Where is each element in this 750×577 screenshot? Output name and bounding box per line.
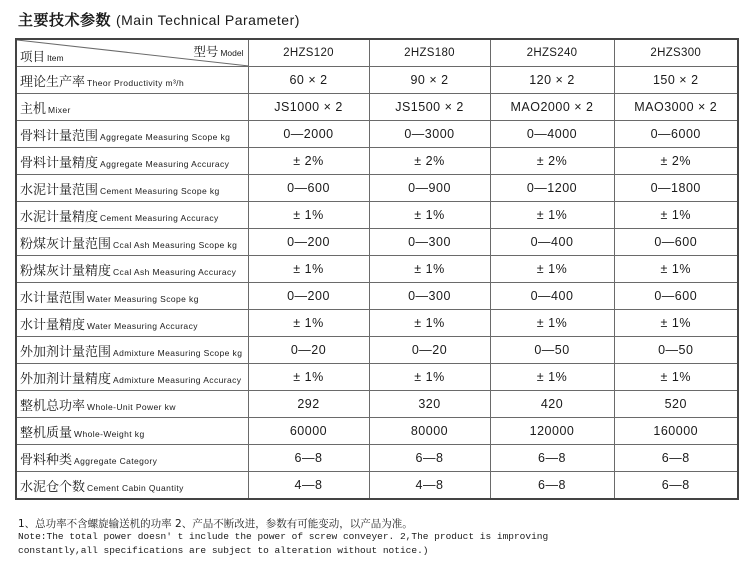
item-label-en: Cement Measuring Scope kg bbox=[100, 185, 220, 196]
value-cell: 6—8 bbox=[490, 472, 614, 500]
value-cell: JS1500 × 2 bbox=[369, 94, 490, 121]
value-cell: 0—300 bbox=[369, 229, 490, 256]
item-label-en: Whole-Weight kg bbox=[74, 428, 145, 439]
value-cell: 0—400 bbox=[490, 283, 614, 310]
value-cell: ± 1% bbox=[248, 364, 369, 391]
value-cell: 0—1200 bbox=[490, 175, 614, 202]
item-label-en: Aggregate Category bbox=[74, 455, 158, 466]
item-cell bbox=[16, 472, 248, 500]
item-label-en: Ccal Ash Measuring Scope kg bbox=[113, 239, 238, 250]
item-label-cn: 外加剂计量范围 bbox=[20, 344, 112, 360]
value-cell: ± 2% bbox=[248, 148, 369, 175]
item-label-cn: 项目 bbox=[20, 49, 46, 64]
item-cell bbox=[16, 202, 248, 229]
value-cell: 6—8 bbox=[490, 445, 614, 472]
item-cell bbox=[16, 283, 248, 310]
item-cell bbox=[16, 391, 248, 418]
value-cell: 60000 bbox=[248, 418, 369, 445]
item-label-en: Aggregate Measuring Scope kg bbox=[100, 131, 231, 142]
value-cell: ± 1% bbox=[614, 202, 738, 229]
item-cell bbox=[16, 445, 248, 472]
table-row bbox=[16, 148, 738, 175]
value-cell: 160000 bbox=[614, 418, 738, 445]
value-cell: 0—200 bbox=[248, 229, 369, 256]
value-cell: 120 × 2 bbox=[490, 67, 614, 94]
title-cn: 主要技术参数 bbox=[18, 11, 112, 29]
value-cell: ± 1% bbox=[614, 310, 738, 337]
value-cell: 0—4000 bbox=[490, 121, 614, 148]
value-cell: 520 bbox=[614, 391, 738, 418]
item-label-cn: 主机 bbox=[20, 101, 47, 117]
item-label-cn: 骨料种类 bbox=[20, 452, 73, 468]
table-row bbox=[16, 283, 738, 310]
value-cell: 0—600 bbox=[614, 229, 738, 256]
item-label-cn: 水泥仓个数 bbox=[20, 479, 86, 495]
table-row bbox=[16, 202, 738, 229]
value-cell: 60 × 2 bbox=[248, 67, 369, 94]
spec-table-body bbox=[16, 67, 738, 500]
value-cell: ± 2% bbox=[369, 148, 490, 175]
item-cell bbox=[16, 256, 248, 283]
value-cell: ± 1% bbox=[369, 202, 490, 229]
value-cell: 320 bbox=[369, 391, 490, 418]
value-cell: JS1000 × 2 bbox=[248, 94, 369, 121]
corner-header-cell bbox=[16, 39, 248, 67]
value-cell: MAO2000 × 2 bbox=[490, 94, 614, 121]
note-en-line2: constantly,all specifications are subject to alteration without notice.) bbox=[18, 545, 429, 556]
item-label-cn: 外加剂计量精度 bbox=[20, 371, 112, 387]
value-cell: 420 bbox=[490, 391, 614, 418]
table-row bbox=[16, 445, 738, 472]
spec-table bbox=[15, 38, 739, 500]
value-cell: 0—20 bbox=[248, 337, 369, 364]
value-cell: 6—8 bbox=[248, 445, 369, 472]
item-label-cn: 理论生产率 bbox=[20, 74, 86, 90]
model-label-cn: 型号 bbox=[193, 44, 219, 59]
note-cn: 1、总功率不含螺旋输送机的功率 2、产品不断改进，参数有可能变动，以产品为准。 bbox=[18, 518, 413, 530]
value-cell: ± 1% bbox=[614, 364, 738, 391]
item-label-cn: 粉煤灰计量精度 bbox=[20, 263, 112, 279]
value-cell: 0—1800 bbox=[614, 175, 738, 202]
item-cell bbox=[16, 310, 248, 337]
table-row bbox=[16, 67, 738, 94]
model-header-label bbox=[193, 41, 243, 60]
item-label-en: Ccal Ash Measuring Accuracy bbox=[113, 266, 237, 277]
item-cell bbox=[16, 148, 248, 175]
table-row bbox=[16, 256, 738, 283]
item-label-cn: 整机总功率 bbox=[20, 398, 86, 414]
item-label-en: Cement Cabin Quantity bbox=[87, 482, 184, 493]
value-cell: 4—8 bbox=[369, 472, 490, 500]
value-cell: 0—200 bbox=[248, 283, 369, 310]
item-label-en: Admixture Measuring Accuracy bbox=[113, 374, 242, 385]
value-cell: 292 bbox=[248, 391, 369, 418]
value-cell: 120000 bbox=[490, 418, 614, 445]
value-cell: 0—6000 bbox=[614, 121, 738, 148]
value-cell: 4—8 bbox=[248, 472, 369, 500]
table-row bbox=[16, 229, 738, 256]
item-label-cn: 水泥计量范围 bbox=[20, 182, 99, 198]
table-row bbox=[16, 364, 738, 391]
table-header-row bbox=[16, 39, 738, 67]
item-cell bbox=[16, 364, 248, 391]
value-cell: ± 1% bbox=[248, 256, 369, 283]
item-label-cn: 骨料计量精度 bbox=[20, 155, 99, 171]
table-row bbox=[16, 175, 738, 202]
item-cell bbox=[16, 94, 248, 121]
value-cell: ± 2% bbox=[490, 148, 614, 175]
value-cell: 0—400 bbox=[490, 229, 614, 256]
value-cell: 0—50 bbox=[614, 337, 738, 364]
model-header-cell: 2HZS300 bbox=[614, 39, 738, 67]
value-cell: 0—20 bbox=[369, 337, 490, 364]
item-label-cn: 水泥计量精度 bbox=[20, 209, 99, 225]
item-cell bbox=[16, 67, 248, 94]
table-row bbox=[16, 337, 738, 364]
value-cell: ± 1% bbox=[369, 256, 490, 283]
item-label-en: Water Measuring Accuracy bbox=[87, 320, 198, 331]
table-row bbox=[16, 391, 738, 418]
item-label-cn: 粉煤灰计量范围 bbox=[20, 236, 112, 252]
page-title bbox=[18, 9, 300, 30]
value-cell: ± 1% bbox=[490, 310, 614, 337]
item-cell bbox=[16, 121, 248, 148]
value-cell: 80000 bbox=[369, 418, 490, 445]
value-cell: 0—600 bbox=[614, 283, 738, 310]
item-cell bbox=[16, 175, 248, 202]
note-en-line1: Note:The total power doesn' t include the power of screw conveyer. 2,The product is improving bbox=[18, 531, 549, 542]
model-label-en: Model bbox=[220, 48, 244, 58]
model-header-cell: 2HZS180 bbox=[369, 39, 490, 67]
value-cell: 0—2000 bbox=[248, 121, 369, 148]
item-label-en: Item bbox=[47, 53, 64, 63]
value-cell: MAO3000 × 2 bbox=[614, 94, 738, 121]
value-cell: ± 1% bbox=[248, 202, 369, 229]
value-cell: ± 1% bbox=[490, 202, 614, 229]
item-label-en: Mixer bbox=[48, 104, 71, 115]
item-label-cn: 骨料计量范围 bbox=[20, 128, 99, 144]
item-label-en: Admixture Measuring Scope kg bbox=[113, 347, 243, 358]
value-cell: 0—600 bbox=[248, 175, 369, 202]
model-header-cell: 2HZS240 bbox=[490, 39, 614, 67]
item-label-en: Cement Measuring Accuracy bbox=[100, 212, 219, 223]
value-cell: 6—8 bbox=[614, 472, 738, 500]
value-cell: ± 1% bbox=[614, 256, 738, 283]
value-cell: 0—3000 bbox=[369, 121, 490, 148]
value-cell: 6—8 bbox=[614, 445, 738, 472]
item-cell bbox=[16, 229, 248, 256]
value-cell: ± 1% bbox=[490, 364, 614, 391]
model-header-cell: 2HZS120 bbox=[248, 39, 369, 67]
item-label-cn: 水计量精度 bbox=[20, 317, 86, 333]
item-label-en: Theor Productivity m³/h bbox=[87, 77, 185, 88]
value-cell: ± 1% bbox=[369, 364, 490, 391]
table-row bbox=[16, 418, 738, 445]
value-cell: 90 × 2 bbox=[369, 67, 490, 94]
item-label-en: Whole-Unit Power kw bbox=[87, 401, 176, 412]
value-cell: 0—300 bbox=[369, 283, 490, 310]
value-cell: 150 × 2 bbox=[614, 67, 738, 94]
item-label-cn: 水计量范围 bbox=[20, 290, 86, 306]
value-cell: 0—50 bbox=[490, 337, 614, 364]
value-cell: 0—900 bbox=[369, 175, 490, 202]
item-label-cn: 整机质量 bbox=[20, 425, 73, 441]
item-cell bbox=[16, 337, 248, 364]
table-row bbox=[16, 121, 738, 148]
value-cell: ± 2% bbox=[614, 148, 738, 175]
table-row bbox=[16, 472, 738, 500]
value-cell: ± 1% bbox=[490, 256, 614, 283]
table-row bbox=[16, 94, 738, 121]
value-cell: ± 1% bbox=[248, 310, 369, 337]
title-en: (Main Technical Parameter) bbox=[115, 12, 300, 28]
table-row bbox=[16, 310, 738, 337]
item-label-en: Water Measuring Scope kg bbox=[87, 293, 199, 304]
value-cell: 6—8 bbox=[369, 445, 490, 472]
item-header-label bbox=[20, 46, 64, 65]
item-label-en: Aggregate Measuring Accuracy bbox=[100, 158, 230, 169]
item-cell bbox=[16, 418, 248, 445]
value-cell: ± 1% bbox=[369, 310, 490, 337]
